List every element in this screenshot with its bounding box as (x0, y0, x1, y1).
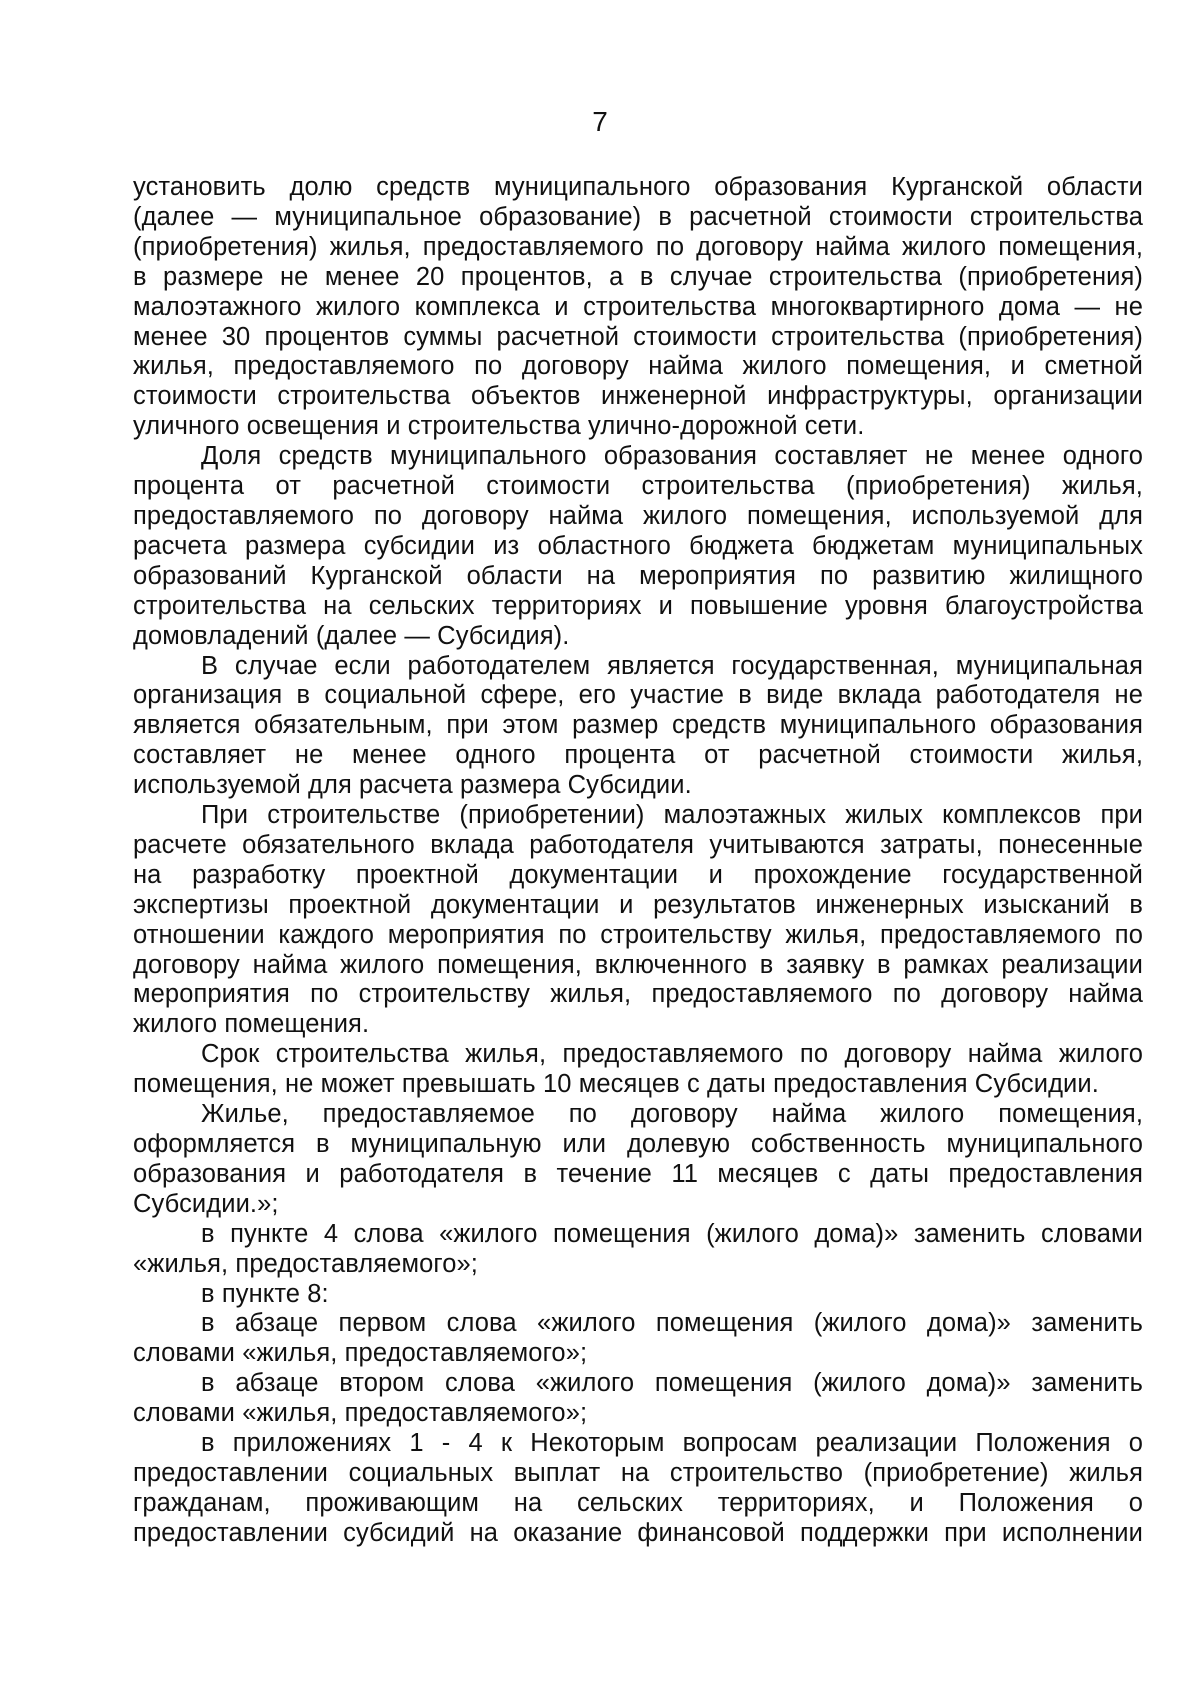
text-line: образований Курганской области на мероприятия по развитию жилищного (133, 561, 1143, 590)
text-line: процента от расчетной стоимости строительства (приобретения) жилья, (133, 472, 1143, 501)
text-line: в абзаце первом слова «жилого помещения (жилого дома)» заменить (201, 1309, 1143, 1338)
text-line: в абзаце втором слова «жилого помещения (жилого дома)» заменить (201, 1369, 1143, 1398)
text-line: (приобретения) жилья, предоставляемого по договору найма жилого помещения, (133, 232, 1143, 261)
paragraph (133, 173, 1143, 442)
text-line: расчете обязательного вклада работодателя учитываются затраты, понесенные (133, 830, 1143, 859)
paragraph (133, 442, 1143, 651)
text-line: малоэтажного жилого комплекса и строительства многоквартирного дома — не (133, 292, 1143, 321)
text-line: установить долю средств муниципального образования Курганской области (133, 173, 1143, 201)
text-line: составляет не менее одного процента от расчетной стоимости жилья, (133, 741, 1143, 770)
text-line: в приложениях 1 - 4 к Некоторым вопросам реализации Положения о (201, 1429, 1143, 1458)
page-number: 7 (592, 106, 608, 137)
text-line: жилого помещения. (133, 1010, 370, 1039)
text-line: менее 30 процентов суммы расчетной стоимости строительства (приобретения) (133, 322, 1143, 351)
text-line: организация в социальной сфере, его участие в виде вклада работодателя не (133, 681, 1143, 710)
text-line: словами «жилья, предоставляемого»; (133, 1399, 588, 1428)
document-body (133, 173, 1143, 1549)
text-line: помещения, не может превышать 10 месяцев с даты предоставления Субсидии. (133, 1070, 1099, 1099)
text-line: уличного освещения и строительства улично-дорожной сети. (133, 412, 865, 441)
paragraph (133, 1040, 1143, 1100)
text-line: расчета размера субсидии из областного бюджета бюджетам муниципальных (133, 531, 1143, 560)
paragraph (133, 1280, 1143, 1310)
text-line: домовладений (далее — Субсидия). (133, 621, 570, 650)
text-line: на разработку проектной документации и прохождение государственной (133, 860, 1143, 889)
text-line: При строительстве (приобретении) малоэтажных жилых комплексов при (201, 801, 1143, 830)
text-line: экспертизы проектной документации и результатов инженерных изысканий в (133, 890, 1143, 919)
text-line: в размере не менее 20 процентов, а в случае строительства (приобретения) (133, 262, 1143, 291)
text-line: Субсидии.»; (133, 1189, 279, 1218)
text-line: предоставлении субсидий на оказание финансовой поддержки при исполнении (133, 1518, 1143, 1547)
paragraph (133, 801, 1143, 1040)
text-line: в пункте 8: (201, 1279, 329, 1308)
text-line: оформляется в муниципальную или долевую собственность муниципального (133, 1130, 1143, 1158)
text-line: предоставлении социальных выплат на строительство (приобретение) жилья (133, 1458, 1143, 1487)
paragraph (133, 652, 1143, 802)
text-line: в пункте 4 слова «жилого помещения (жилого дома)» заменить словами (201, 1219, 1143, 1248)
text-line: строительства на сельских территориях и повышение уровня благоустройства (133, 591, 1143, 620)
text-line: жилья, предоставляемого по договору найма жилого помещения, и сметной (133, 352, 1143, 381)
text-line: используемой для расчета размера Субсидии. (133, 771, 692, 800)
text-line: предоставляемого по договору найма жилого помещения, используемой для (133, 501, 1143, 530)
text-line: отношении каждого мероприятия по строительству жилья, предоставляемого по (133, 920, 1143, 949)
text-line: образования и работодателя в течение 11 месяцев с даты предоставления (133, 1159, 1143, 1188)
paragraph (133, 1220, 1143, 1280)
text-line: Срок строительства жилья, предоставляемого по договору найма жилого (201, 1040, 1143, 1069)
paragraph (133, 1100, 1143, 1220)
text-line: В случае если работодателем является государственная, муниципальная (201, 651, 1143, 680)
text-line: гражданам, проживающим на сельских территориях, и Положения о (133, 1488, 1143, 1517)
text-line: Доля средств муниципального образования составляет не менее одного (201, 442, 1143, 471)
paragraph (133, 1429, 1143, 1549)
text-line: словами «жилья, предоставляемого»; (133, 1339, 588, 1368)
paragraph (133, 1309, 1143, 1369)
text-line: стоимости строительства объектов инженерной инфраструктуры, организации (133, 382, 1143, 411)
paragraph (133, 1369, 1143, 1429)
text-line: договору найма жилого помещения, включенного в заявку в рамках реализации (133, 950, 1143, 979)
text-line: (далее — муниципальное образование) в расчетной стоимости строительства (133, 202, 1143, 231)
text-line: «жилья, предоставляемого»; (133, 1249, 478, 1278)
text-line: мероприятия по строительству жилья, предоставляемого по договору найма (133, 980, 1143, 1009)
text-line: является обязательным, при этом размер средств муниципального образования (133, 711, 1143, 740)
text-line: Жилье, предоставляемое по договору найма жилого помещения, (201, 1100, 1143, 1129)
